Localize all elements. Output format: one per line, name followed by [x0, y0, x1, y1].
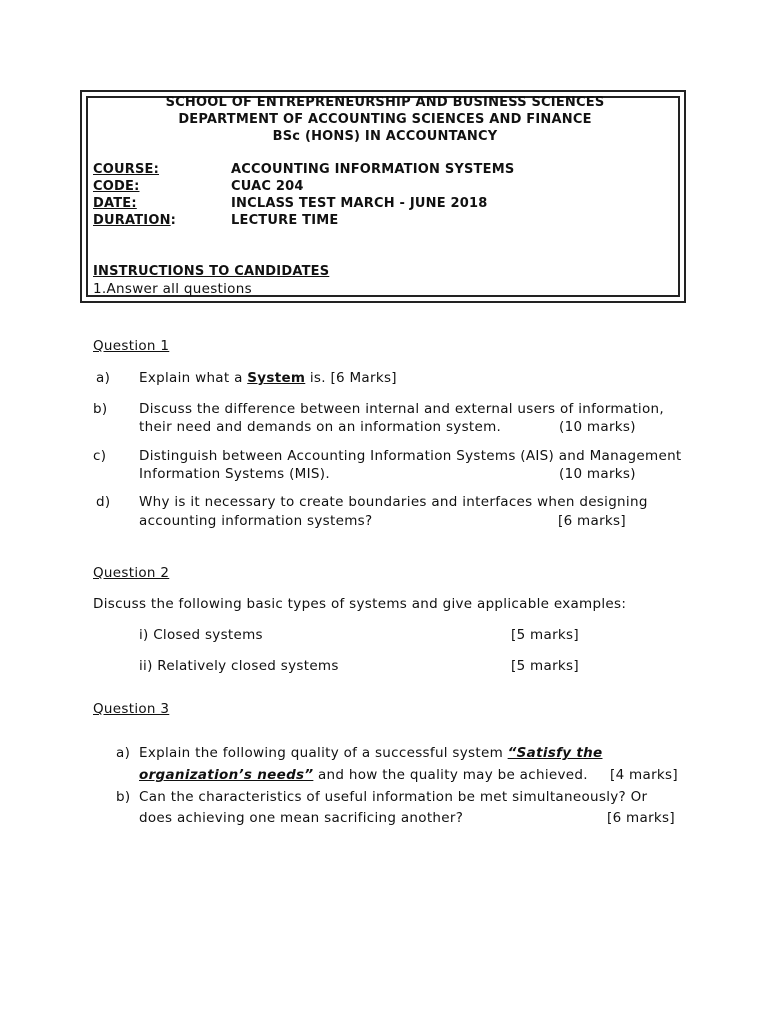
instruction-1: 1.Answer all questions: [93, 281, 252, 297]
duration-label-text: DURATION: [93, 213, 171, 228]
q1d-line2: accounting information systems?: [139, 513, 373, 529]
q2-item-closed: i) Closed systems: [139, 627, 263, 643]
q3a-quote-part2: organization’s needs”: [139, 767, 314, 783]
q3a-line2: [139, 767, 588, 783]
question-1-title: Question 1: [93, 338, 170, 354]
code-value: CUAC 204: [231, 179, 304, 194]
q1a-text-post: is. [6 Marks]: [305, 370, 397, 386]
q3b-marks: [6 marks]: [607, 810, 675, 826]
q1c-number: c): [93, 448, 107, 464]
q1d-number: d): [96, 494, 111, 510]
q1d-line1: Why is it necessary to create boundaries and interfaces when designing: [139, 494, 648, 510]
school-name: SCHOOL OF ENTREPRENEURSHIP AND BUSINESS SCIENCES: [165, 95, 605, 110]
q3a-text-pre: Explain the following quality of a successful system: [139, 745, 508, 761]
q1b-number: b): [93, 401, 108, 417]
date-label: DATE:: [93, 196, 137, 211]
question-3-title: Question 3: [93, 701, 170, 717]
q1b-line2: their need and demands on an information system.: [139, 419, 502, 435]
q3b-line2: does achieving one mean sacrificing another?: [139, 810, 464, 826]
programme-name: BSc (HONS) IN ACCOUNTANCY: [272, 129, 498, 144]
q3a-quote-part1: “Satisfy the: [507, 745, 603, 761]
q1d-marks: [6 marks]: [558, 513, 626, 529]
q3b-line1: Can the characteristics of useful information be met simultaneously? Or: [139, 789, 648, 805]
q2-intro: Discuss the following basic types of systems and give applicable examples:: [93, 596, 627, 612]
duration-label-colon: :: [170, 213, 177, 228]
q3a-number: a): [116, 745, 131, 761]
q1a-number: a): [96, 370, 111, 386]
q1a-text: [139, 370, 397, 386]
course-value: ACCOUNTING INFORMATION SYSTEMS: [231, 162, 515, 177]
q2-item-relatively-closed-marks: [5 marks]: [511, 658, 579, 674]
q1b-line1: Discuss the difference between internal and external users of information,: [139, 401, 664, 417]
duration-value: LECTURE TIME: [231, 213, 339, 228]
q3b-number: b): [116, 789, 131, 805]
q1a-text-pre: Explain what a: [139, 370, 248, 386]
q1c-line2: Information Systems (MIS).: [139, 466, 330, 482]
code-label: CODE:: [93, 179, 140, 194]
duration-label: [93, 213, 176, 228]
course-label: COURSE:: [93, 162, 160, 177]
q3a-text-post: and how the quality may be achieved.: [313, 767, 588, 783]
q2-item-relatively-closed: ii) Relatively closed systems: [139, 658, 339, 674]
date-value: INCLASS TEST MARCH - JUNE 2018: [231, 196, 488, 211]
q3a-marks: [4 marks]: [610, 767, 678, 783]
q2-item-closed-marks: [5 marks]: [511, 627, 579, 643]
q1c-line1: Distinguish between Accounting Information Systems (AIS) and Management: [139, 448, 682, 464]
q1a-system-term: System: [247, 370, 306, 386]
instructions-title: INSTRUCTIONS TO CANDIDATES: [93, 264, 330, 279]
q1c-marks: (10 marks): [559, 466, 636, 482]
q1b-marks: (10 marks): [559, 419, 636, 435]
question-2-title: Question 2: [93, 565, 170, 581]
q3a-line1: [139, 745, 602, 761]
department-name: DEPARTMENT OF ACCOUNTING SCIENCES AND FINANCE: [178, 112, 592, 127]
